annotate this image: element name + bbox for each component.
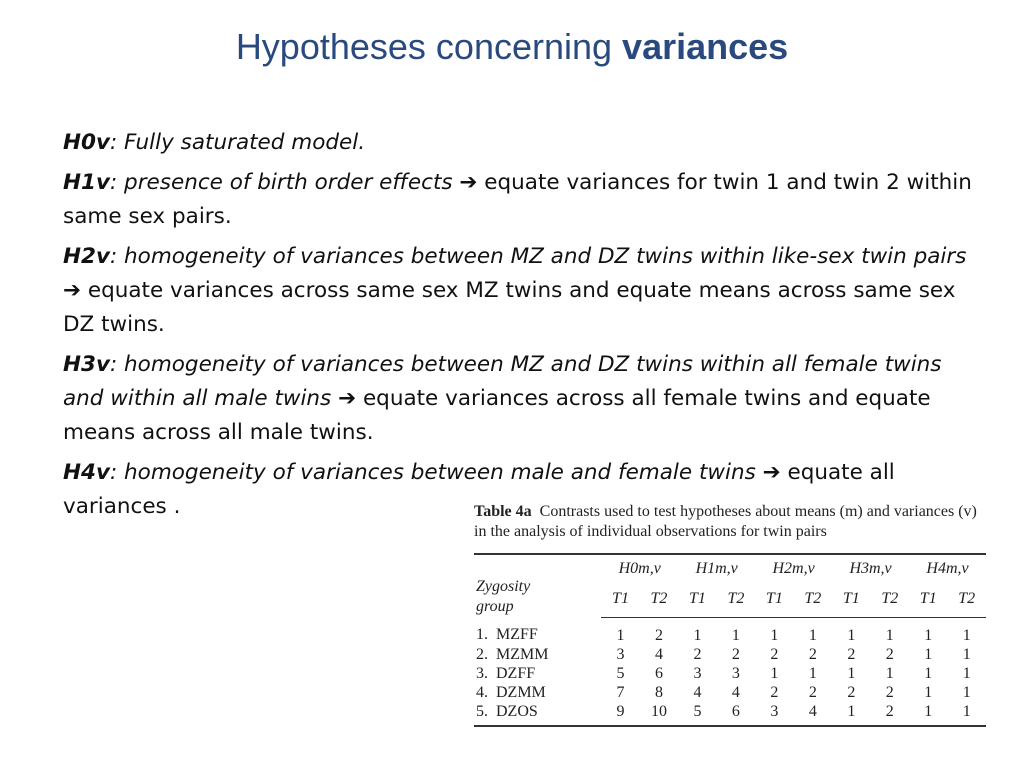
table-row: [474, 683, 986, 702]
table-cell: 9: [601, 702, 639, 726]
hypothesis-label: H1v: [63, 170, 110, 195]
table-cell: 1: [770, 664, 779, 682]
table-cell: 2: [654, 626, 663, 644]
table-cell: 2: [808, 683, 817, 701]
twin-header: T2: [717, 582, 755, 617]
table-cell: 2: [770, 645, 779, 663]
hypothesis-header-h3: H3m,v: [832, 554, 909, 582]
table-cell: 1: [885, 664, 894, 682]
table-cell: 1: [962, 626, 971, 644]
twin-header: T1: [755, 582, 793, 617]
zygosity-header-line1: Zygosity: [476, 578, 531, 595]
hypothesis-header-h2: H2m,v: [755, 554, 832, 582]
table-cell: 1: [924, 683, 933, 701]
table-cell: 1: [847, 664, 856, 682]
table-cell: 4: [693, 683, 702, 701]
table-cell: 2: [731, 645, 740, 663]
table-cell: 3: [693, 664, 702, 682]
twin-header: T2: [794, 582, 832, 617]
group-cell: 3. DZFF: [476, 664, 536, 682]
hypothesis-description: : homogeneity of variances between male and female twins: [109, 460, 763, 485]
arrow-icon: ➔: [63, 278, 82, 303]
table-cell: 1: [832, 702, 870, 726]
hypothesis-consequence: equate variances across all female twins and equate means across all male twins.: [63, 386, 931, 445]
hypothesis-description: : homogeneity of variances between MZ and DZ twins within like-sex twin pairs: [109, 244, 967, 269]
table-caption: [474, 502, 986, 542]
table-cell: 4: [731, 683, 740, 701]
zygosity-header-line2: group: [476, 598, 514, 615]
table-cell: 1: [885, 626, 894, 644]
twin-header: T2: [871, 582, 909, 617]
table-cell: 2: [808, 645, 817, 663]
table-cell: 3: [731, 664, 740, 682]
hypotheses-list: [63, 126, 973, 530]
table-cell: 1: [731, 626, 740, 644]
table-cell: 2: [885, 645, 894, 663]
table-cell: 1: [616, 626, 625, 644]
table-cell: 7: [616, 683, 625, 701]
table-cell: 1: [770, 626, 779, 644]
table-cell: 1: [947, 702, 986, 726]
group-cell: 1. MZFF: [476, 626, 538, 644]
table-cell: 2: [770, 683, 779, 701]
contrast-table-figure: [474, 502, 986, 727]
twin-header: T2: [947, 582, 986, 617]
table-cell: 2: [847, 683, 856, 701]
arrow-icon: ➔: [459, 170, 478, 195]
table-cell: 1: [924, 645, 933, 663]
hypothesis-description: : presence of birth order effects: [109, 170, 460, 195]
table-cell: 1: [808, 664, 817, 682]
group-cell: 2. MZMM: [476, 645, 549, 663]
twin-header: T2: [640, 582, 678, 617]
table-cell: 2: [885, 683, 894, 701]
table-cell: 2: [871, 702, 909, 726]
table-caption-text: Contrasts used to test hypotheses about means (m) and variances (v) in the analysis of individual observations for twin pairs: [474, 503, 977, 540]
hypothesis-header-h1: H1m,v: [678, 554, 755, 582]
hypothesis-h0v: [63, 126, 973, 160]
hypothesis-header-h0: H0m,v: [601, 554, 678, 582]
zygosity-header: [474, 554, 601, 617]
table-cell: 2: [847, 645, 856, 663]
table-cell: 5: [616, 664, 625, 682]
hypothesis-h1v: [63, 166, 973, 234]
table-cell: 8: [654, 683, 663, 701]
table-row: [474, 664, 986, 683]
hypothesis-label: H4v: [63, 460, 110, 485]
table-caption-label: Table 4a: [474, 503, 532, 520]
table-cell: 4: [794, 702, 832, 726]
hypothesis-label: H0v: [63, 130, 110, 155]
hypothesis-label: H3v: [63, 352, 110, 377]
twin-header: T1: [909, 582, 947, 617]
arrow-icon: ➔: [762, 460, 781, 485]
hypothesis-description: : homogeneity of variances between MZ and DZ twins within all female twins and within all male twins: [63, 352, 942, 411]
table-cell: 1: [847, 626, 856, 644]
table-row: [474, 645, 986, 664]
hypothesis-h3v: [63, 348, 973, 450]
contrast-table: [474, 553, 986, 727]
table-cell: 1: [924, 664, 933, 682]
hypothesis-header-h4: H4m,v: [909, 554, 986, 582]
table-cell: 4: [654, 645, 663, 663]
table-cell: 6: [717, 702, 755, 726]
hypothesis-h2v: [63, 240, 973, 342]
table-cell: 6: [654, 664, 663, 682]
table-cell: 1: [693, 626, 702, 644]
twin-header: T1: [832, 582, 870, 617]
arrow-icon: ➔: [338, 386, 357, 411]
slide-title: [0, 26, 1024, 68]
table-cell: 1: [924, 626, 933, 644]
hypothesis-consequence: equate variances for twin 1 and twin 2 within same sex pairs.: [63, 170, 972, 229]
twin-header: T1: [601, 582, 639, 617]
table-cell: 1: [962, 664, 971, 682]
group-cell: 4. DZMM: [476, 683, 546, 701]
table-row: [474, 617, 986, 645]
table-cell: 5: [678, 702, 716, 726]
hypothesis-consequence: equate all variances .: [63, 460, 895, 519]
table-cell: 10: [640, 702, 678, 726]
title-bold: variances: [622, 26, 789, 67]
table-cell: 1: [962, 645, 971, 663]
table-cell: 3: [755, 702, 793, 726]
hypothesis-consequence: equate variances across same sex MZ twins and equate means across same sex DZ twins.: [63, 278, 956, 337]
title-normal: Hypotheses concerning: [235, 26, 623, 67]
table-row: [474, 702, 986, 726]
hypothesis-description: : Fully saturated model.: [109, 130, 366, 155]
twin-header: T1: [678, 582, 716, 617]
group-cell: 5. DZOS: [474, 702, 601, 726]
hypothesis-label: H2v: [63, 244, 110, 269]
table-cell: 1: [962, 683, 971, 701]
table-cell: 1: [909, 702, 947, 726]
table-cell: 3: [616, 645, 625, 663]
table-cell: 2: [693, 645, 702, 663]
table-cell: 1: [808, 626, 817, 644]
